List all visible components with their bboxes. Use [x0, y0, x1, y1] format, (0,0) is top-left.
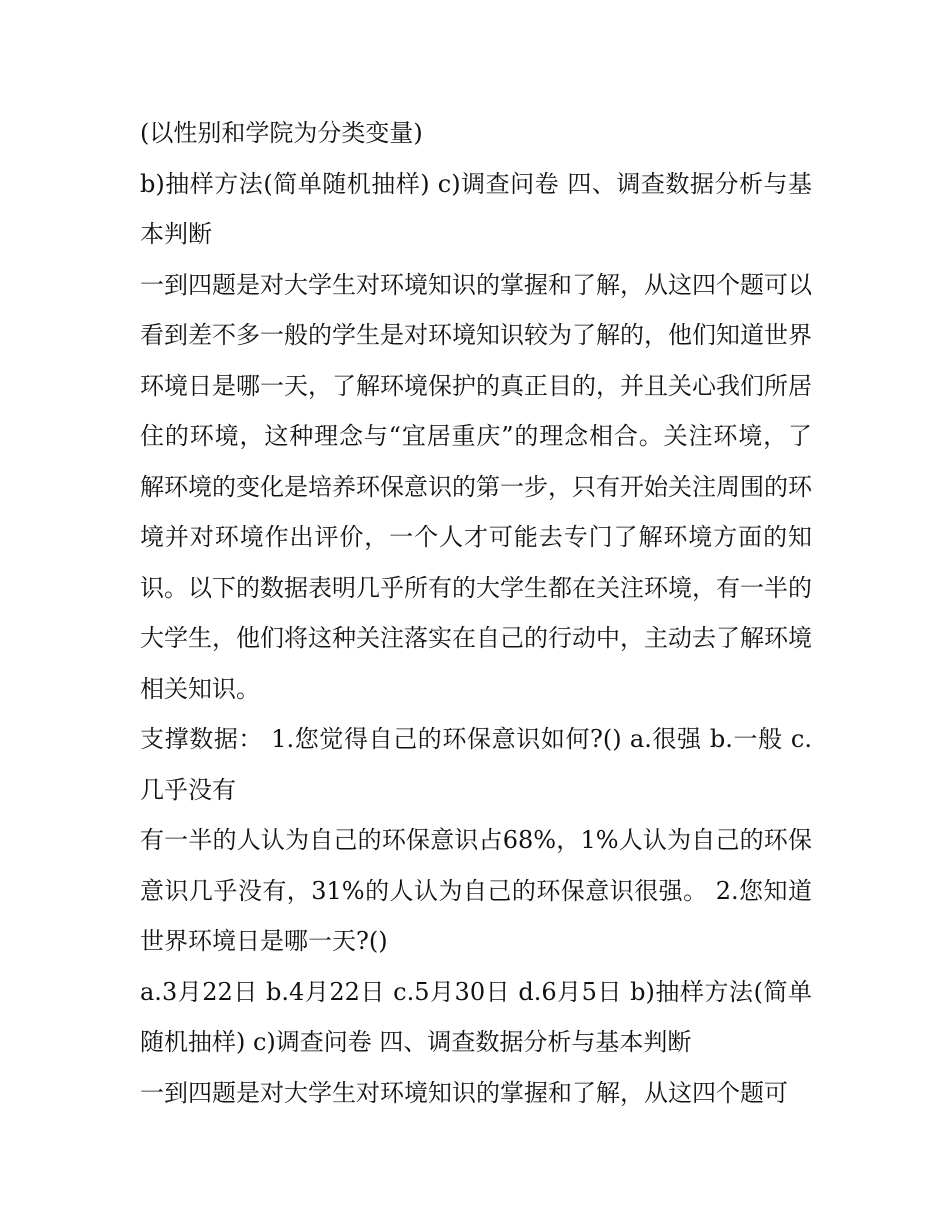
paragraph-sampling-method: b)抽样方法(简单随机抽样) c)调查问卷 四、调查数据分析与基本判断	[140, 169, 812, 248]
paragraph-answer-options: a.3月22日 b.4月22日 c.5月30日 d.6月5日 b)抽样方法(简单随机抽样) c)调查问卷 四、调查数据分析与基本判断	[140, 977, 812, 1056]
paragraph-supporting-data: 支撑数据： 1.您觉得自己的环保意识如何?() a.很强 b.一般 c.几乎没有	[140, 725, 812, 804]
document-body	[140, 108, 812, 1118]
paragraph-knowledge-analysis: 一到四题是对大学生对环境知识的掌握和了解，从这四个题可以看到差不多一般的学生是对环境知识较为了解的，他们知道世界环境日是哪一天，了解环境保护的真正目的，并且关心我们所居住的环境，这种理念与“宜居重庆”的理念相合。关注环境，了解环境的变化是培养环保意识的第一步，只有开始关注周围的环境并对环境作出评价，一个人才可能去专门了解环境方面的知识。以下的数据表明几乎所有的大学生都在关注环境，有一半的大学生，他们将这种关注落实在自己的行动中，主动去了解环境相关知识。	[140, 270, 812, 703]
paragraph-classification-variables: (以性别和学院为分类变量)	[140, 119, 423, 147]
paragraph-survey-results: 有一半的人认为自己的环保意识占68%，1%人认为自己的环保意识几乎没有，31%的人认为自己的环保意识很强。 2.您知道世界环境日是哪一天?()	[140, 826, 812, 955]
paragraph-knowledge-analysis-repeat: 一到四题是对大学生对环境知识的掌握和了解，从这四个题可	[140, 1078, 788, 1107]
